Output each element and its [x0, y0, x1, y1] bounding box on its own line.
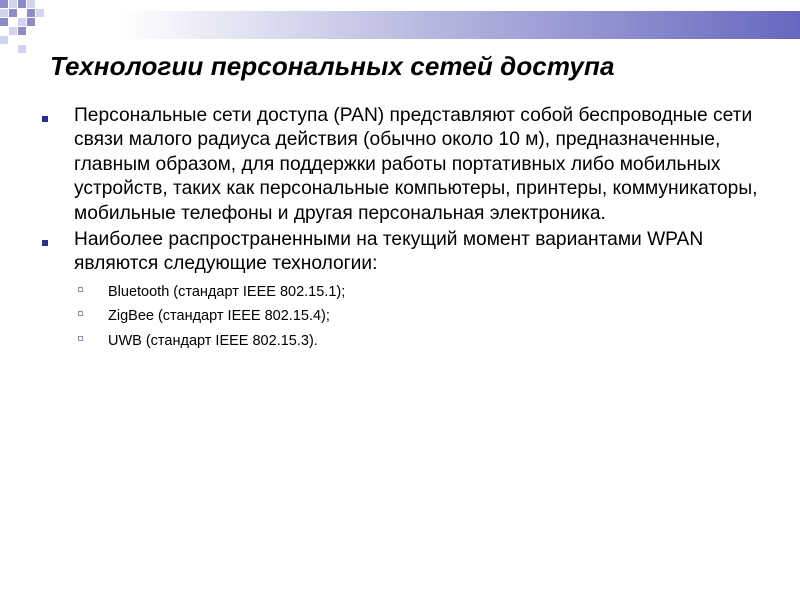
sub-bullet-text: UWB (стандарт IEEE 802.15.3). [108, 332, 318, 349]
deco-square [9, 0, 17, 8]
bullet-list [40, 104, 780, 353]
sub-bullet-item [40, 329, 780, 354]
hollow-square-bullet-icon [78, 336, 83, 341]
hollow-square-bullet-icon [78, 287, 83, 292]
bullet-text: Наиболее распространенными на текущий момент вариантами WPAN являются следующие технологии: [74, 229, 704, 275]
deco-square [18, 27, 26, 35]
bullet-item [40, 228, 780, 277]
deco-square [36, 9, 44, 17]
deco-square [18, 45, 26, 53]
deco-square [18, 0, 26, 8]
header-gradient-band [120, 11, 800, 39]
deco-square [9, 9, 17, 17]
sub-bullet-item [40, 280, 780, 305]
sub-bullet-text: ZigBee (стандарт IEEE 802.15.4); [108, 308, 330, 325]
sub-bullet-text: Bluetooth (стандарт IEEE 802.15.1); [108, 283, 346, 300]
deco-square [27, 0, 35, 8]
deco-square [9, 27, 17, 35]
square-bullet-icon [42, 240, 48, 246]
deco-square [0, 18, 8, 26]
slide-title: Технологии персональных сетей доступа [50, 51, 615, 81]
deco-square [0, 0, 8, 8]
sub-bullet-list [40, 280, 780, 354]
deco-square [18, 18, 26, 26]
deco-square [27, 18, 35, 26]
deco-square [0, 36, 8, 44]
bullet-item [40, 104, 780, 226]
deco-square [0, 9, 8, 17]
sub-bullet-item [40, 304, 780, 329]
hollow-square-bullet-icon [78, 311, 83, 316]
bullet-text: Персональные сети доступа (PAN) представляют собой беспроводные сети связи малого радиуса действия (обычно около 10 м), предназначенные, главным образом, для поддержки работы портативных либо мобильных устройств, таких как персональные компьютеры, принтеры, коммуникаторы, мобильные телефоны и другая персональная электроника. [74, 105, 758, 224]
deco-square [27, 9, 35, 17]
square-bullet-icon [42, 116, 48, 122]
